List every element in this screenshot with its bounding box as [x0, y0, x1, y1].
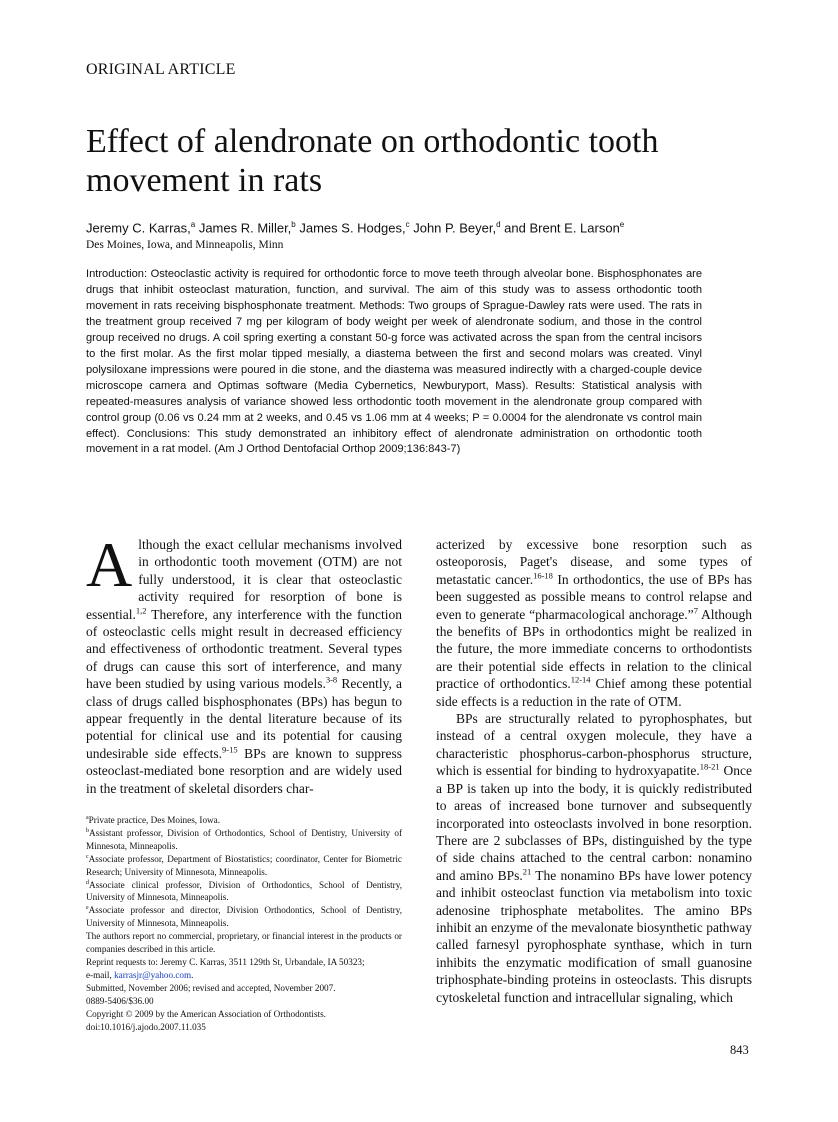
- author-list: Jeremy C. Karras,$^a$ James R. Miller,$^b$ James S. Hodges,$^c$ John P. Beyer,$^d$ and Brent E. Larson$^e$: [86, 220, 625, 236]
- email-link[interactable]: karrasjr@yahoo.com: [114, 969, 192, 980]
- citation-ref: 18-21: [699, 761, 720, 772]
- intro-text: [86, 529, 402, 796]
- intro-paragraph: [86, 529, 402, 797]
- price-code: 0889-5406/$36.00: [86, 995, 154, 1006]
- citation-ref: 7: [693, 605, 698, 616]
- footnote-c: $^c$Associate professor, Department of Biostatistics; coordinator, Center for Biometric Research; University of Minnesota, Minneapolis.: [86, 853, 402, 877]
- body-column-left: [86, 529, 402, 797]
- doi-note: doi:10.1016/j.ajodo.2007.11.035: [86, 1021, 206, 1032]
- body-text: Once a BP is taken up into the body, it is quickly redistributed to areas of increased bone turnover and subsequently incorporated into osteoclasts involved in bone resorption. There are 2 subclasses of BPs, distinguished by the type of side chains attached to the central carbon: nonamino and amino BPs.: [436, 763, 752, 883]
- copyright-note: Copyright © 2009 by the American Association of Orthodontists.: [86, 1008, 326, 1019]
- email-line: e-mail, karrasjr@yahoo.com.: [86, 969, 194, 980]
- author-name: John P. Beyer,: [413, 220, 497, 236]
- body-text: BPs are structurally related to pyrophosphates, but instead of a central oxygen molecule, they have a characteristic phosphorus-carbon-phosphorus structure, which is essential for binding to hydroxyapatite.: [436, 711, 752, 779]
- affiliation-mark: b: [291, 220, 296, 229]
- footnote-b: $^b$Assistant professor, Division of Orthodontics, School of Dentistry, University of Minnesota, Minneapolis.: [86, 827, 402, 851]
- body-text: Recently, a class of drugs called bisphosphonates (BPs) has begun to appear frequently in the dental literature because of its potential for clinical use and its potential for causing undesirable side effects.: [86, 676, 402, 761]
- body-text: Although the benefits of BPs in orthodontics might be realized in the future, the more immediate concerns to orthodontists are their potential side effects in relation to the clinical practice of orthodontics.: [436, 606, 752, 692]
- body-text: Therefore, any interference with the function of osteoclastic cells might result in decreased efficiency and effectiveness of orthodontic treatment. Several types of drugs can cause this sort of interference, and many have been studied by using various models.: [86, 606, 402, 692]
- citation-ref: 9-15: [222, 744, 238, 755]
- body-text: Chief among these potential side effects is a reduction in the rate of OTM.: [436, 676, 752, 709]
- citation-ref: 3-8: [325, 674, 338, 685]
- abstract: Introduction: Osteoclastic activity is required for orthodontic force to move teeth through alveolar bone. Bisphosphonates are drugs that inhibit osteoclast maturation, function, and survival. The aim of this study was to assess orthodontic tooth movement in rats receiving bisphosphonate treatment. Methods: Two groups of Sprague-Dawley rats were used. The rats in the treatment group received 7 mg per kilogram of body weight per week of alendronate sodium, and those in the control group received no drugs. A coil spring exerting a constant 50-g force was activated across the span from the central incisors to the first molar. As the first molar tipped mesially, a diastema between the first and second molars was created. Vinyl polysiloxane impressions were poured in die stone, and the diastema was measured indirectly with a charged-couple device microscope camera and Optimas software (Media Cybernetics, Newburyport, Mass). Results: Statistical analysis with repeated-measures analysis of variance showed less orthodontic tooth movement in the alendronate group compared with control group (0.06 vs 0.24 mm at 2 weeks, and 0.45 vs 1.06 mm at 4 weeks; P = 0.0004 for the alendronate vs control main effect). Conclusions: This study demonstrated an inhibitory effect of alendronate administration on orthodontic tooth movement in a rat model. (Am J Orthod Dentofacial Orthop 2009;136:843-7): [86, 268, 702, 456]
- body-paragraph: [436, 536, 752, 710]
- affiliation-mark: a: [190, 220, 196, 229]
- page-number: 843: [730, 1043, 749, 1057]
- author-name: Jeremy C. Karras,: [86, 220, 191, 236]
- body-text: lthough the exact cellular mechanisms involved in orthodontic tooth movement (OTM) are not fully understood, it is clear that osteoclastic activity required for resorption of bone is essential.: [86, 537, 402, 622]
- body-text: acterized by excessive bone resorption such as osteoporosis, Paget's disease, and some types of metastatic cancer.: [436, 537, 752, 587]
- footnotes: [86, 814, 402, 1033]
- body-paragraph: [436, 710, 752, 1006]
- section-label: ORIGINAL ARTICLE: [86, 61, 236, 78]
- author-name: James R. Miller,: [198, 220, 292, 236]
- body-text: The nonamino BPs have lower potency and inhibit osteoclast function via metabolism into toxic adenosine triphosphate metabolites. The amino BPs inhibit an enzyme of the mevalonate biosynthetic pathway called farnesyl pyrophosphate synthase, which in turn inhibits the enzymatic modification of small guanosine triphosphate-binding proteins in osteoclasts. This disrupts cytoskeletal function and intracellular signaling, which: [436, 867, 752, 1005]
- body-text: BPs are known to suppress osteoclast-mediated bone resorption and are widely used in the treatment of skeletal disorders char-: [86, 745, 402, 796]
- body-text: In orthodontics, the use of BPs has been suggested as possible means to control relapse and even to generate “pharmacological anchorage.”: [436, 571, 752, 622]
- body-column-right: [436, 536, 752, 1006]
- affiliation-mark: d: [496, 220, 501, 229]
- affiliation-mark: c: [405, 220, 410, 229]
- submitted-note: Submitted, November 2006; revised and accepted, November 2007.: [86, 982, 336, 993]
- affiliation-mark: e: [619, 220, 625, 229]
- footnote-a: $^a$Private practice, Des Moines, Iowa.: [86, 814, 221, 825]
- citation-ref: 1,2: [135, 605, 147, 616]
- disclosure-note: The authors report no commercial, proprietary, or financial interest in the products or companies described in this article.: [86, 931, 402, 955]
- reprint-note: Reprint requests to: Jeremy C. Karras, 3511 129th St, Urbandale, IA 50323;: [86, 956, 365, 967]
- affiliation-line: Des Moines, Iowa, and Minneapolis, Minn: [86, 239, 284, 251]
- citation-ref: 21: [522, 866, 532, 877]
- author-name: James S. Hodges,: [299, 220, 406, 236]
- author-name: Brent E. Larson: [529, 220, 620, 236]
- footnote-e: $^e$Associate professor and director, Division Orthodontics, School of Dentistry, University of Minnesota, Minneapolis.: [86, 905, 402, 929]
- citation-ref: 12-14: [570, 674, 591, 685]
- citation-ref: 16-18: [533, 570, 553, 581]
- article-title: Effect of alendronate on orthodontic tooth movement in rats: [86, 123, 659, 199]
- drop-cap: A: [86, 529, 133, 600]
- footnote-d: $^d$Associate clinical professor, Division of Orthodontics, School of Dentistry, University of Minnesota, Minneapolis.: [86, 879, 402, 903]
